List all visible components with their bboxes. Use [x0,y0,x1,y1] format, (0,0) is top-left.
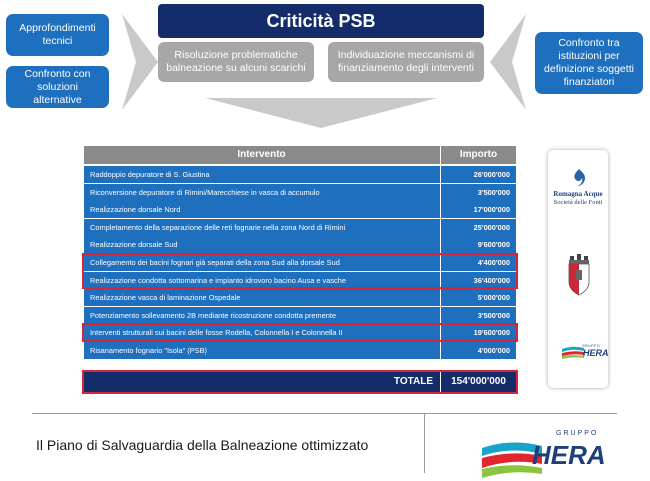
row-amount: 4'400'000 [440,254,516,271]
municipal-crest-icon [568,254,590,296]
right-arrow-icon [122,14,158,110]
header-intervento: Intervento [237,149,286,160]
hera-large-name: HERA [532,440,606,470]
table-row [84,201,516,218]
romagna-acque-logo-icon [570,168,588,188]
row-description: Potenziamento sollevamento 2B mediante ricostruzione condotta premente [90,310,337,320]
row-amount: 4'000'000 [440,342,516,359]
individuazione-label: Individuazione meccanismi di finanziamento degli interventi [337,49,475,74]
footer-title: Il Piano di Salvaguardia della Balneazione ottimizzato [36,437,369,453]
row-description: Interventi strutturali sui bacini delle fosse Rodella, Colonnella I e Colonnella II [90,328,343,338]
confronto-istituzioni-label: Confronto tra istituzioni per definizione soggetti finanziatori [544,37,634,88]
left-arrow-icon [490,14,526,110]
partner-logos-panel [548,150,608,388]
total-row [84,372,516,392]
row-description: Realizzazione condotta sottomarina e impianto idrovoro bacino Ausa e vasche [90,275,346,285]
row-amount: 3'500'000 [440,184,516,201]
row-description: Risanamento fognario "Isola" (PSB) [90,346,207,355]
table-row [84,307,516,324]
hera-small-group: GRUPPO [582,344,601,348]
row-description: Collegamento dei bacini fognari già separati della zona Sud alla dorsale Sud [90,258,340,267]
row-amount: 26'000'000 [440,166,516,183]
row-description: Realizzazione vasca di laminazione Ospedale [90,293,241,303]
row-amount: 19'600'000 [440,324,516,341]
table-row [84,166,516,183]
header-importo: Importo [440,146,516,164]
confronto-soluzioni-label: Confronto con soluzioni alternative [24,67,91,106]
down-arrow-icon [205,98,437,128]
row-amount: 9'600'000 [440,236,516,253]
row-description: Raddoppio depuratore di S. Giustina [90,170,210,179]
individuazione-box [328,42,484,82]
table-row [84,219,516,236]
row-description: Riconversione depuratore di Rimini/Marecchiese in vasca di accumulo [90,187,320,197]
total-value: 154'000'000 [440,372,516,392]
row-amount: 36'400'000 [440,272,516,289]
table-row [84,289,516,306]
row-amount: 3'500'000 [440,307,516,324]
total-label: TOTALE [393,376,433,387]
confronto-istituzioni-box [535,32,643,94]
romagna-acque-subtitle: Società delle Fonti [553,199,603,206]
hera-small-logo-icon [562,345,584,359]
confronto-soluzioni-box [6,66,109,108]
page-title: Criticità PSB [158,4,484,38]
table-row [84,236,516,253]
romagna-acque-name: Romagna Acque [553,190,603,198]
hera-large-group: GRUPPO [556,430,599,437]
risoluzione-label: Risoluzione problematiche balneazione su alcuni scarichi [166,49,306,74]
table-row [84,342,516,359]
table-row [84,324,516,341]
row-amount: 5'000'000 [440,289,516,306]
table-header [84,146,516,164]
risoluzione-box [158,42,314,82]
hera-small-name: HERA [583,348,609,358]
row-amount: 25'000'000 [440,219,516,236]
footer-vertical-divider [424,413,425,473]
row-description: Realizzazione dorsale Sud [90,240,178,250]
table-row [84,272,516,289]
row-description: Completamento della separazione delle reti fognarie nella zona Nord di Rimini [90,222,346,232]
approfondimenti-box [6,14,109,56]
table-row [84,254,516,271]
approfondimenti-label: Approfondimenti tecnici [19,22,96,47]
footer-divider [32,413,617,414]
table-row [84,184,516,201]
row-amount: 17'000'000 [440,201,516,218]
row-description: Realizzazione dorsale Nord [90,205,181,215]
